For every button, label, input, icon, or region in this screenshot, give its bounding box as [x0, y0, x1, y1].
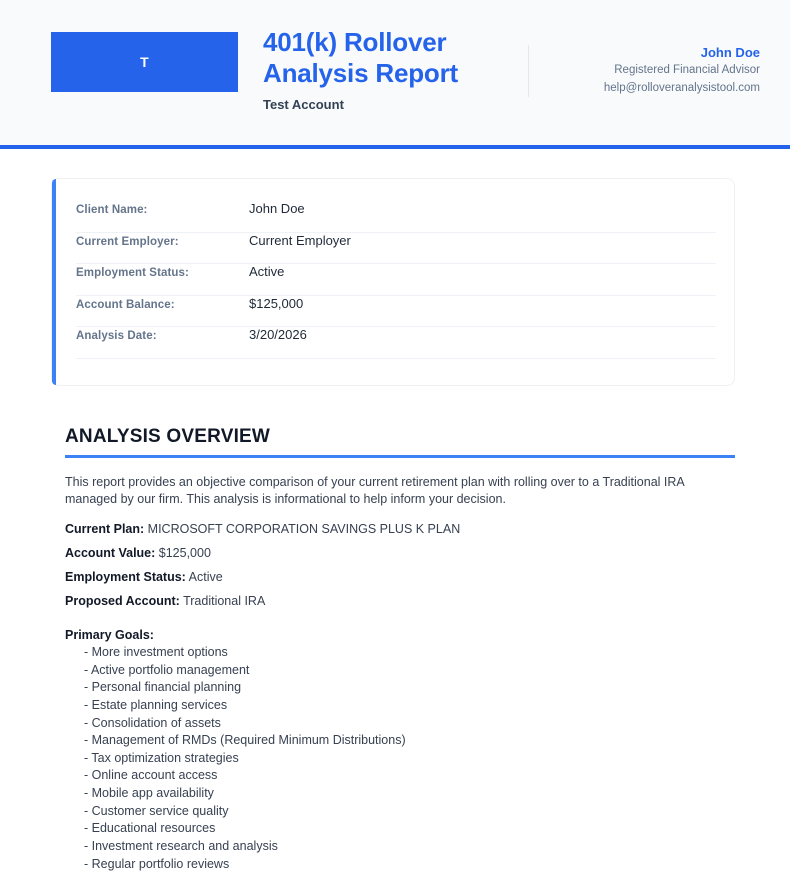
overview-paragraph: This report provides an objective comparison of your current retirement plan with rolling over to a Traditional IRA managed by our firm. This analysis is informational to help inform your decision.	[65, 474, 725, 510]
primary-goal-item: - Active portfolio management	[84, 662, 735, 680]
client-info-rows	[76, 201, 716, 359]
client-info-card	[51, 178, 735, 386]
client-info-value: 3/20/2026	[249, 327, 307, 342]
client-info-row	[76, 233, 716, 265]
overview-fact-line	[65, 591, 735, 612]
overview-fact-line	[65, 519, 735, 540]
page-title-line-1: 401(k) Rollover	[263, 27, 446, 57]
primary-goal-item: - More investment options	[84, 644, 735, 662]
page-title-line-2: Analysis Report	[263, 58, 458, 88]
client-info-row	[76, 264, 716, 296]
client-info-label: Account Balance:	[76, 299, 249, 311]
overview-fact-key: Current Plan:	[65, 522, 144, 536]
primary-goal-item: - Consolidation of assets	[84, 715, 735, 733]
primary-goal-item: - Investment research and analysis	[84, 838, 735, 856]
primary-goal-item: - Personal financial planning	[84, 679, 735, 697]
section-underline	[65, 455, 735, 458]
client-info-label: Employment Status:	[76, 267, 249, 279]
primary-goal-item: - Customer service quality	[84, 803, 735, 821]
title-block	[263, 27, 508, 112]
advisor-role: Registered Financial Advisor	[557, 62, 760, 80]
client-info-label: Current Employer:	[76, 236, 249, 248]
client-info-label: Analysis Date:	[76, 330, 249, 342]
report-header	[0, 0, 790, 149]
overview-fact-value: Active	[186, 570, 223, 584]
section-title: ANALYSIS OVERVIEW	[65, 426, 735, 448]
advisor-info	[528, 45, 760, 97]
primary-goal-item: - Tax optimization strategies	[84, 750, 735, 768]
overview-fact-value: Traditional IRA	[180, 594, 265, 608]
client-info-value: $125,000	[249, 296, 303, 311]
client-info-row	[76, 327, 716, 359]
overview-fact-value: MICROSOFT CORPORATION SAVINGS PLUS K PLAN	[144, 522, 460, 536]
brand-logo	[51, 32, 238, 92]
overview-fact-line	[65, 567, 735, 588]
primary-goal-item: - Educational resources	[84, 820, 735, 838]
analysis-overview-section	[65, 426, 735, 873]
page-subtitle: Test Account	[263, 97, 508, 112]
primary-goal-item: - Management of RMDs (Required Minimum Distributions)	[84, 732, 735, 750]
page-title	[263, 27, 508, 88]
overview-fact-value: $125,000	[155, 546, 211, 560]
advisor-name: John Doe	[557, 45, 760, 62]
primary-goals-heading: Primary Goals:	[65, 628, 735, 642]
client-info-value: John Doe	[249, 201, 305, 216]
overview-fact-key: Account Value:	[65, 546, 155, 560]
primary-goal-item: - Mobile app availability	[84, 785, 735, 803]
advisor-email: help@rolloveranalysistool.com	[557, 80, 760, 98]
client-info-row	[76, 296, 716, 328]
overview-fact-key: Employment Status:	[65, 570, 186, 584]
overview-facts	[65, 519, 735, 612]
overview-fact-line	[65, 543, 735, 564]
primary-goal-item: - Estate planning services	[84, 697, 735, 715]
client-info-value: Current Employer	[249, 233, 351, 248]
client-info-row	[76, 201, 716, 233]
client-info-value: Active	[249, 264, 284, 279]
brand-logo-letter: T	[140, 54, 149, 70]
primary-goal-item: - Regular portfolio reviews	[84, 856, 735, 873]
header-inner	[51, 0, 760, 145]
primary-goal-item: - Online account access	[84, 767, 735, 785]
overview-fact-key: Proposed Account:	[65, 594, 180, 608]
primary-goals-list	[65, 644, 735, 873]
client-info-label: Client Name:	[76, 204, 249, 216]
